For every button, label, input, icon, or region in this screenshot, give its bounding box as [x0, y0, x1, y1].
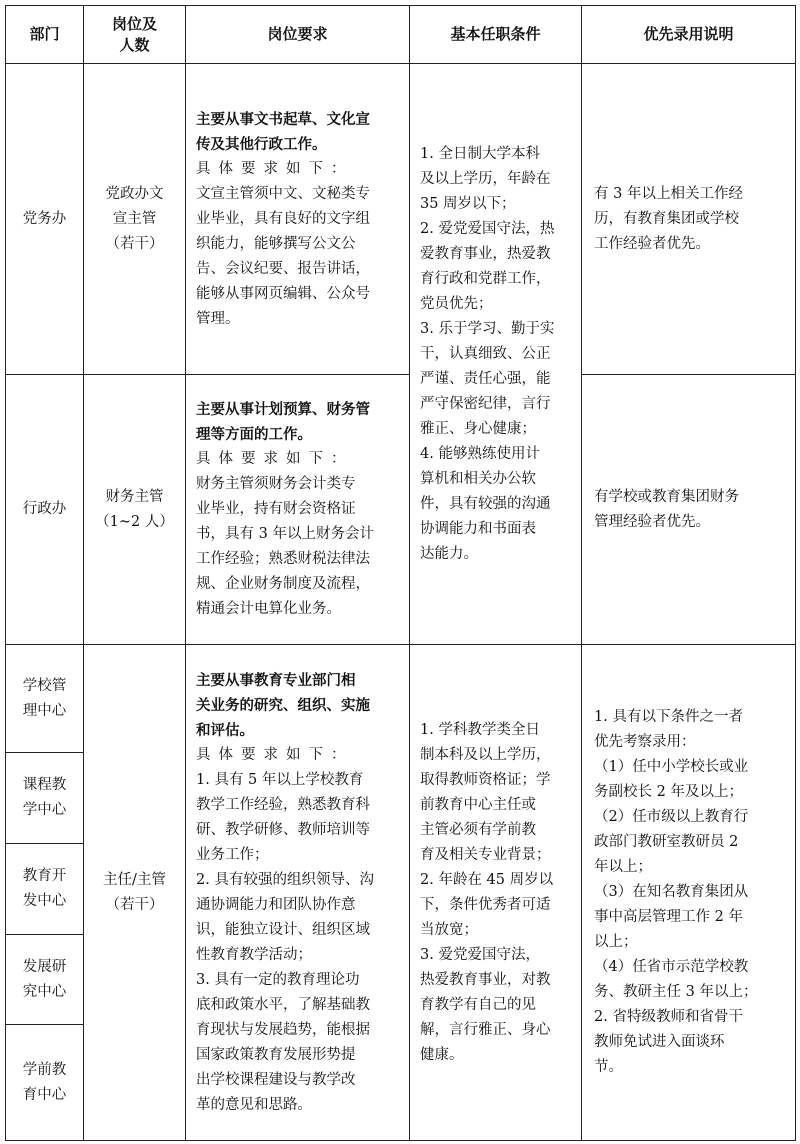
cond-line: 雅正、身心健康； — [420, 420, 536, 437]
cond-line: 制本科及以上学历， — [420, 746, 551, 763]
pref-line: 优先考察录用： — [594, 734, 696, 750]
cond-line: 3. 爱党爱国守法， — [420, 946, 540, 963]
cond-line: 当放宽； — [420, 921, 478, 938]
dept-line: 教育开 — [22, 868, 67, 884]
req-title-line: 传及其他行政工作。 — [196, 135, 327, 153]
cond-line: 健康。 — [420, 1046, 464, 1063]
preference-admin — [582, 375, 796, 645]
position-line: 党政办文 — [105, 185, 164, 202]
cond-line: 1. 全日制大学本科 — [420, 145, 540, 162]
position-edu — [84, 645, 186, 1141]
position-line: （若干） — [105, 896, 164, 913]
pref-line: 教师免试进入面谈环 — [594, 1034, 725, 1050]
conditions-edu — [410, 645, 582, 1141]
pref-line: 年以上； — [594, 859, 652, 875]
cond-line: 育行政和党群工作， — [420, 270, 551, 287]
cond-line: 达能力。 — [420, 545, 478, 562]
position-line: （若干） — [105, 235, 164, 252]
req-line: 通协调能力和团队协作意 — [196, 896, 356, 913]
dept-education-development — [6, 844, 84, 935]
dept-line: 课程教 — [22, 777, 67, 793]
cond-line: 育及相关专业背景； — [420, 846, 551, 863]
header-preference: 优先录用说明 — [582, 6, 796, 64]
preference-party — [582, 64, 796, 375]
header-row — [6, 6, 796, 64]
table-row-party — [6, 64, 796, 375]
header-position — [84, 6, 186, 64]
dept-school-management — [6, 645, 84, 753]
pref-line: 以上； — [594, 934, 638, 950]
pref-line: 有 3 年以上相关工作经 — [594, 185, 743, 202]
dept-line: 理中心 — [22, 702, 67, 719]
cond-line: 取得教师资格证；学 — [420, 771, 551, 788]
dept-admin: 行政办 — [6, 375, 84, 645]
req-line: 性教育教学活动； — [196, 946, 312, 963]
cond-line: 解，言行雅正、身心 — [420, 1021, 551, 1038]
req-title-line: 关业务的研究、组织、实施 — [196, 696, 370, 714]
cond-line: 3. 乐于学习、勤于实 — [420, 320, 555, 337]
header-conditions: 基本任职条件 — [410, 6, 582, 64]
cond-line: 35 周岁以下； — [420, 195, 516, 212]
pref-line: 节。 — [594, 1059, 623, 1075]
dept-development-research — [6, 935, 84, 1025]
cond-line: 党员优先； — [420, 295, 493, 312]
cond-line: 及以上学历，年龄在 — [420, 170, 551, 187]
req-line: 精通会计电算化业务。 — [196, 601, 341, 617]
cond-line: 严谨、责任心强，能 — [420, 370, 551, 387]
cond-line: 2. 年龄在 45 周岁以 — [420, 871, 554, 888]
dept-line: 育中心 — [22, 1086, 67, 1103]
position-line: （1~2 人） — [95, 513, 174, 530]
cond-line: 协调能力和书面表 — [420, 520, 536, 537]
requirements-admin — [186, 375, 410, 645]
req-title-line: 和评估。 — [196, 721, 254, 739]
req-line: 革的意见和思路。 — [196, 1096, 312, 1113]
pref-line: 务、教研主任 3 年以上； — [594, 984, 758, 1000]
cond-line: 件，具有较强的沟通 — [420, 495, 551, 512]
cond-line: 2. 爱党爱国守法，热 — [420, 220, 555, 237]
cond-line: 算机和相关办公软 — [420, 470, 536, 487]
cond-line: 4. 能够熟练使用计 — [420, 445, 540, 462]
req-line: 能够从事网页编辑、公众号 — [196, 285, 370, 302]
req-title-line: 理等方面的工作。 — [196, 426, 312, 443]
cond-line: 主管必须有学前教 — [420, 821, 536, 838]
req-line: 3. 具有一定的教育理论功 — [196, 971, 360, 988]
req-line: 告、会议纪要、报告讲话， — [196, 260, 370, 277]
req-line: 识，能独立设计、组织区域 — [196, 921, 370, 938]
dept-line: 学校管 — [22, 677, 67, 694]
pref-line: （2）任市级以上教育行 — [594, 809, 749, 825]
cond-line: 干，认真细致、公正 — [420, 345, 551, 362]
pref-line: 历，有教育集团或学校 — [594, 210, 739, 227]
cond-line: 下，条件优秀者可适 — [420, 896, 551, 913]
position-line: 宣主管 — [112, 210, 157, 227]
req-lead: 具体要求如下： — [196, 451, 354, 467]
req-line: 规、企业财务制度及流程， — [196, 576, 370, 592]
req-line: 育现状与发展趋势，能根据 — [196, 1021, 370, 1038]
pref-line: 务副校长 2 年及以上； — [594, 784, 743, 800]
req-line: 底和政策水平，了解基础教 — [196, 996, 370, 1013]
header-position-text: 岗位及人数 — [111, 14, 157, 54]
dept-line: 发展研 — [22, 958, 67, 975]
cond-line: 育教学有自己的见 — [420, 996, 536, 1013]
position-admin — [84, 375, 186, 645]
req-lead: 具体要求如下： — [196, 746, 354, 763]
conditions-shared — [410, 64, 582, 645]
req-line: 织能力，能够撰写公文公 — [196, 235, 356, 252]
position-line: 财务主管 — [105, 488, 164, 505]
req-line: 业务工作； — [196, 846, 269, 863]
req-line: 文宣主管须中文、文秘类专 — [196, 185, 370, 202]
req-line: 教学工作经验，熟悉教育科 — [196, 796, 370, 813]
dept-curriculum — [6, 753, 84, 844]
pref-line: 事中高层管理工作 2 年 — [594, 909, 743, 925]
pref-line: 有学校或教育集团财务 — [594, 488, 739, 505]
req-line: 业毕业，具有良好的文字组 — [196, 210, 370, 227]
pref-line: 政部门教研室教研员 2 — [594, 834, 739, 850]
cond-line: 严守保密纪律，言行 — [420, 395, 551, 412]
req-title-line: 主要从事教育专业部门相 — [196, 671, 356, 689]
dept-party: 党务办 — [6, 64, 84, 375]
req-line: 管理。 — [196, 310, 240, 327]
pref-line: 1. 具有以下条件之一者 — [594, 709, 743, 725]
requirements-party — [186, 64, 410, 375]
req-line: 出学校课程建设与教学改 — [196, 1071, 356, 1088]
req-line: 1. 具有 5 年以上学校教育 — [196, 771, 364, 788]
recruitment-table — [5, 5, 796, 1141]
req-lead: 具体要求如下： — [196, 160, 354, 177]
req-title-line: 主要从事文书起草、文化宣 — [196, 110, 370, 128]
req-title-line: 主要从事计划预算、财务管 — [196, 401, 370, 418]
table-row-admin — [6, 375, 796, 645]
req-line: 工作经验；熟悉财税法律法 — [196, 551, 370, 567]
dept-line: 学前教 — [22, 1061, 67, 1078]
dept-line: 学中心 — [22, 802, 67, 818]
cond-line: 热爱教育事业，对教 — [420, 971, 551, 988]
header-dept: 部门 — [6, 6, 84, 64]
req-line: 财务主管须财务会计类专 — [196, 476, 356, 492]
req-line: 业毕业，持有财会资格证 — [196, 501, 356, 517]
pref-line: （3）在知名教育集团从 — [594, 884, 749, 900]
preference-edu — [582, 645, 796, 1141]
header-requirements: 岗位要求 — [186, 6, 410, 64]
req-line: 研、教学研修、教师培训等 — [196, 821, 370, 838]
cond-line: 爱教育事业，热爱教 — [420, 245, 551, 262]
table-row-edu-1 — [6, 645, 796, 753]
req-line: 2. 具有较强的组织领导、沟 — [196, 871, 374, 888]
position-line: 主任/主管 — [103, 871, 166, 888]
position-party — [84, 64, 186, 375]
pref-line: 2. 省特级教师和省骨干 — [594, 1009, 743, 1025]
pref-line: 工作经验者优先。 — [594, 235, 710, 252]
pref-line: 管理经验者优先。 — [594, 513, 710, 530]
req-line: 书，具有 3 年以上财务会计 — [196, 526, 374, 542]
req-line: 国家政策教育发展形势提 — [196, 1046, 356, 1063]
pref-line: （4）任省市示范学校教 — [594, 959, 749, 975]
dept-preschool — [6, 1025, 84, 1141]
cond-line: 1. 学科教学类全日 — [420, 721, 540, 738]
requirements-edu — [186, 645, 410, 1141]
pref-line: （1）任中小学校长或业 — [594, 759, 749, 775]
dept-line: 发中心 — [22, 893, 67, 909]
cond-line: 前教育中心主任或 — [420, 796, 536, 813]
dept-line: 究中心 — [22, 983, 67, 1000]
